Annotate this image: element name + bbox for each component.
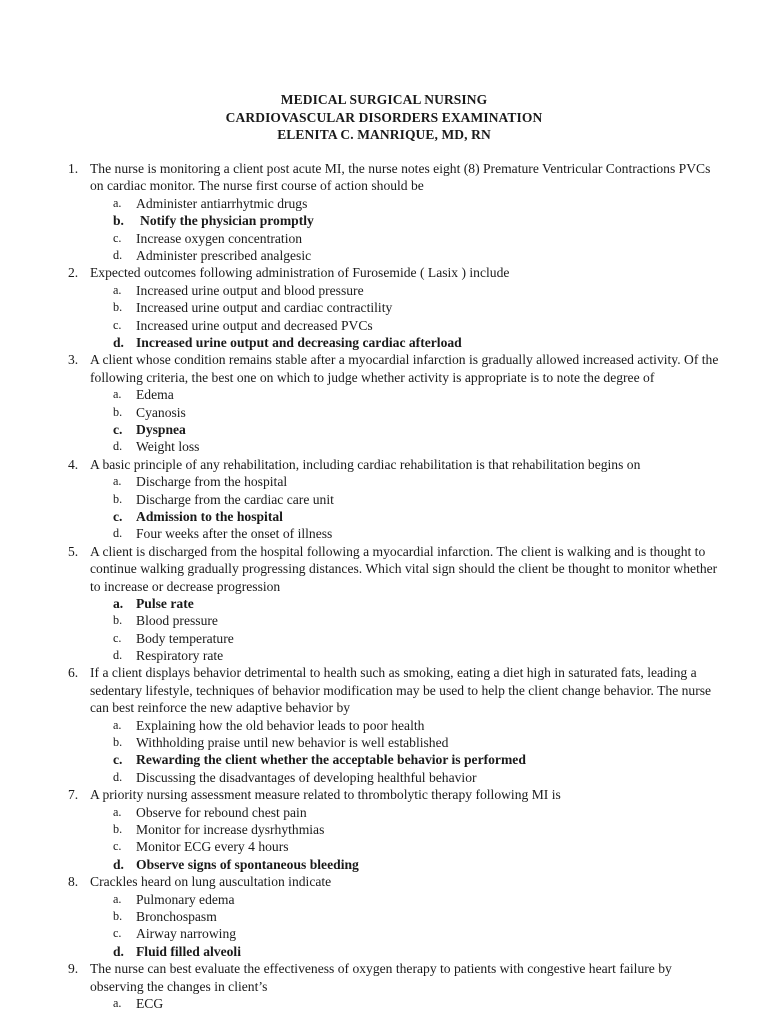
choice-text: Dyspnea — [136, 421, 186, 437]
choice-list — [0, 386, 768, 456]
choice-letter: a. — [113, 474, 122, 489]
question-number: 6. — [68, 665, 79, 681]
question-item — [0, 873, 768, 960]
choice-letter: b. — [113, 491, 123, 506]
choice-text: Rewarding the client whether the acceptable behavior is performed — [136, 752, 526, 768]
choice-letter: c. — [113, 508, 123, 524]
answer-choice — [0, 386, 768, 403]
choice-letter: a. — [113, 804, 122, 819]
choice-text: Edema — [136, 387, 174, 403]
choice-text: Fluid filled alveoli — [136, 943, 241, 959]
choice-text: Increased urine output and decreased PVCs — [136, 317, 373, 333]
choice-letter: b. — [113, 213, 124, 229]
choice-list — [0, 995, 768, 1012]
exam-title: CARDIOVASCULAR DISORDERS EXAMINATION — [225, 109, 543, 125]
choice-text: Bronchospasm — [136, 909, 217, 925]
choice-text: Administer antiarrhytmic drugs — [136, 195, 308, 211]
question-text: Expected outcomes following administration of Furosemide ( Lasix ) include — [90, 265, 510, 281]
document-header — [0, 91, 768, 144]
choice-letter: b. — [113, 300, 123, 315]
question-item — [0, 664, 768, 786]
choice-letter: b. — [113, 735, 123, 750]
question-item — [0, 960, 768, 1012]
answer-choice — [0, 230, 768, 247]
choice-text: Increase oxygen concentration — [136, 230, 303, 246]
choice-letter: c. — [113, 926, 122, 941]
choice-letter: b. — [113, 613, 123, 628]
answer-choice — [0, 612, 768, 629]
choice-list — [0, 891, 768, 961]
choice-text: Discharge from the hospital — [136, 474, 288, 490]
choice-text: Pulse rate — [136, 595, 194, 611]
choice-text: Monitor ECG every 4 hours — [136, 839, 289, 855]
answer-choice — [0, 995, 768, 1012]
answer-choice-correct — [0, 508, 768, 525]
answer-choice — [0, 195, 768, 212]
course-title: MEDICAL SURGICAL NURSING — [280, 92, 488, 107]
choice-letter: d. — [113, 856, 124, 872]
choice-text: Observe for rebound chest pain — [136, 804, 307, 820]
choice-letter: d. — [113, 769, 123, 784]
choice-text: Withholding praise until new behavior is well established — [136, 735, 449, 751]
choice-text: Administer prescribed analgesic — [136, 247, 312, 263]
choice-list — [0, 804, 768, 874]
question-number: 3. — [68, 352, 79, 368]
question-text: If a client displays behavior detrimental to health such as smoking, eating a diet high in saturated fats, leading a sedentary lifestyle, techniques of behavior modification may be used to help the client change behavior. The nurse can best reinforce the new adaptive behavior by — [90, 665, 712, 716]
question-item — [0, 264, 768, 351]
choice-letter: a. — [113, 891, 122, 906]
answer-choice — [0, 908, 768, 925]
choice-text: Respiratory rate — [136, 648, 224, 664]
answer-choice — [0, 717, 768, 734]
choice-letter: c. — [113, 630, 122, 645]
choice-letter: b. — [113, 404, 123, 419]
choice-text: Monitor for increase dysrhythmias — [136, 822, 325, 838]
answer-choice — [0, 282, 768, 299]
choice-list — [0, 195, 768, 265]
choice-text: Discussing the disadvantages of developing healthful behavior — [136, 769, 477, 785]
choice-letter: d. — [113, 648, 123, 663]
question-text: The nurse can best evaluate the effectiveness of oxygen therapy to patients with congestive heart failure by observing the changes in client’s — [90, 961, 672, 994]
answer-choice — [0, 247, 768, 264]
answer-choice — [0, 891, 768, 908]
question-item — [0, 351, 768, 455]
answer-choice-correct — [0, 334, 768, 351]
question-item — [0, 456, 768, 543]
choice-text: ECG — [136, 996, 164, 1011]
question-text: Crackles heard on lung auscultation indicate — [90, 874, 332, 890]
question-text: The nurse is monitoring a client post acute MI, the nurse notes eight (8) Premature Ventricular Contractions PVCs on cardiac monitor. The nurse first course of action should be — [90, 161, 711, 194]
choice-letter: c. — [113, 421, 123, 437]
answer-choice — [0, 317, 768, 334]
choice-letter: d. — [113, 439, 123, 454]
question-number: 2. — [68, 265, 79, 281]
question-text: A client is discharged from the hospital following a myocardial infarction. The client is walking and is thought to continue walking gradually progressing distances. Which vital sign should the client be thought to monitor whether to increase or decrease progression — [90, 543, 718, 594]
choice-text: Increased urine output and blood pressure — [136, 282, 364, 298]
question-number: 4. — [68, 456, 79, 472]
choice-text: Increased urine output and decreasing cardiac afterload — [136, 334, 462, 350]
choice-text: Weight loss — [136, 439, 200, 455]
choice-text: Increased urine output and cardiac contractility — [136, 300, 393, 316]
choice-letter: a. — [113, 595, 124, 611]
choice-letter: a. — [113, 996, 122, 1010]
question-item — [0, 786, 768, 873]
choice-letter: b. — [113, 909, 123, 924]
question-text: A client whose condition remains stable after a myocardial infarction is gradually allowed increased activity. Of the following criteria, the best one on which to judge whether activity is appropriate is to note the degree of — [90, 352, 719, 385]
choice-letter: d. — [113, 334, 124, 350]
choice-text: Airway narrowing — [136, 926, 237, 942]
choice-letter: c. — [113, 317, 122, 332]
choice-letter: c. — [113, 230, 122, 245]
choice-list — [0, 282, 768, 352]
choice-text: Explaining how the old behavior leads to poor health — [136, 717, 425, 733]
question-number: 5. — [68, 543, 79, 559]
choice-text: Notify the physician promptly — [140, 213, 314, 229]
choice-letter: c. — [113, 752, 123, 768]
answer-choice-correct — [0, 943, 768, 960]
choice-text: Cyanosis — [136, 404, 186, 420]
choice-letter: a. — [113, 717, 122, 732]
answer-choice — [0, 925, 768, 942]
answer-choice-correct — [0, 751, 768, 768]
question-number: 9. — [68, 961, 79, 977]
choice-letter: c. — [113, 839, 122, 854]
choice-list — [0, 473, 768, 543]
question-text: A basic principle of any rehabilitation, including cardiac rehabilitation is that rehabilitation begins on — [90, 456, 641, 472]
answer-choice-correct — [0, 421, 768, 438]
question-number: 8. — [68, 874, 79, 890]
answer-choice — [0, 821, 768, 838]
answer-choice — [0, 299, 768, 316]
answer-choice-correct — [0, 212, 768, 229]
choice-text: Observe signs of spontaneous bleeding — [136, 856, 359, 872]
choice-text: Admission to the hospital — [136, 508, 283, 524]
answer-choice — [0, 473, 768, 490]
choice-list — [0, 595, 768, 665]
choice-text: Discharge from the cardiac care unit — [136, 491, 334, 507]
answer-choice — [0, 734, 768, 751]
question-number: 7. — [68, 787, 79, 803]
question-item — [0, 160, 768, 264]
choice-text: Body temperature — [136, 630, 234, 646]
choice-letter: b. — [113, 822, 123, 837]
question-list — [0, 160, 768, 1012]
choice-letter: a. — [113, 195, 122, 210]
choice-text: Pulmonary edema — [136, 891, 235, 907]
answer-choice — [0, 525, 768, 542]
answer-choice — [0, 804, 768, 821]
answer-choice — [0, 491, 768, 508]
choice-letter: a. — [113, 387, 122, 402]
choice-letter: d. — [113, 526, 123, 541]
choice-letter: d. — [113, 943, 124, 959]
answer-choice-correct — [0, 595, 768, 612]
question-text: A priority nursing assessment measure related to thrombolytic therapy following MI is — [90, 787, 561, 803]
answer-choice — [0, 769, 768, 786]
answer-choice — [0, 838, 768, 855]
answer-choice — [0, 647, 768, 664]
answer-choice — [0, 404, 768, 421]
question-number: 1. — [68, 161, 79, 176]
choice-text: Four weeks after the onset of illness — [136, 526, 333, 542]
choice-text: Blood pressure — [136, 613, 218, 629]
answer-choice — [0, 630, 768, 647]
answer-choice — [0, 438, 768, 455]
answer-choice-correct — [0, 856, 768, 873]
choice-list — [0, 717, 768, 787]
choice-letter: a. — [113, 282, 122, 297]
question-item — [0, 543, 768, 665]
choice-letter: d. — [113, 247, 123, 262]
author-name: ELENITA C. MANRIQUE, MD, RN — [277, 127, 491, 142]
